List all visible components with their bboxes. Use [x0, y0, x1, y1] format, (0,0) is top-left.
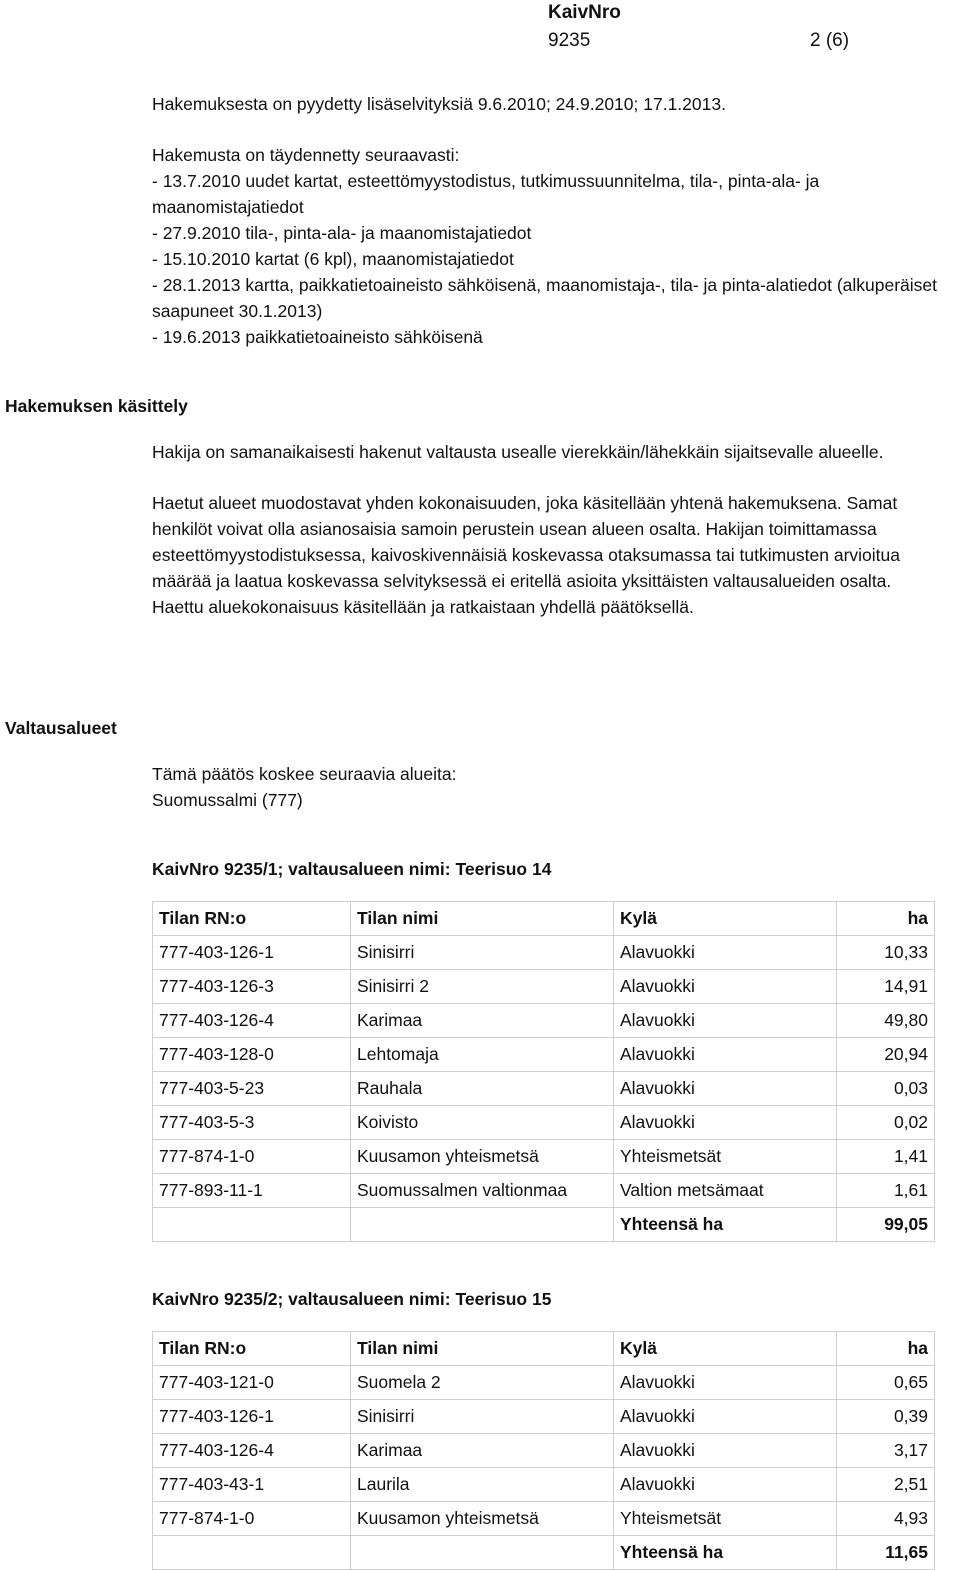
column-header-ha: ha — [837, 902, 935, 936]
total-label: Yhteensä ha — [614, 1208, 837, 1242]
total-label: Yhteensä ha — [614, 1536, 837, 1570]
cell-village: Alavuokki — [614, 1468, 837, 1502]
decision-line: Tämä päätös koskee seuraavia alueita: — [152, 764, 457, 784]
table-header-row — [153, 902, 935, 936]
table-total-row — [153, 1536, 935, 1570]
section-title-handling: Hakemuksen käsittely — [5, 396, 188, 416]
table-row — [153, 1106, 935, 1140]
section-title-areas: Valtausalueet — [5, 718, 117, 738]
cell-name: Karimaa — [351, 1004, 614, 1038]
supplement-item: - 27.9.2010 tila-, pinta-ala- ja maanomistajatiedot — [152, 223, 532, 243]
cell-name: Sinisirri — [351, 1400, 614, 1434]
column-header-name: Tilan nimi — [351, 1332, 614, 1366]
cell-village: Alavuokki — [614, 1004, 837, 1038]
cell-rn: 777-403-126-4 — [153, 1434, 351, 1468]
cell-name: Suomela 2 — [351, 1366, 614, 1400]
municipality: Suomussalmi (777) — [152, 790, 303, 810]
cell-name: Koivisto — [351, 1106, 614, 1140]
handling-paragraph: Hakija on samanaikaisesti hakenut valtausta usealle vierekkäin/lähekkäin sijaitsevalle alueelle. — [152, 442, 884, 462]
cell-ha: 2,51 — [837, 1468, 935, 1502]
table-row — [153, 1434, 935, 1468]
cell-name: Rauhala — [351, 1072, 614, 1106]
column-header-rn: Tilan RN:o — [153, 1332, 351, 1366]
cell-name: Sinisirri — [351, 936, 614, 970]
handling-paragraph: Haetut alueet muodostavat yhden kokonaisuuden, joka käsitellään yhtenä hakemuksena. Samat henkilöt voivat olla asianosaisia samoin perustein usean alueen osalta. Hakijan toimittamassa esteettömyystodistuksessa, kaivoskivennäisiä koskevassa otaksumassa tai tutkimusten arvioitua määrää ja laatua koskevassa selvityksessä ei eritellä asioita yksittäisten valtausalueiden osalta. Haettu aluekokonaisuus käsitellään ja ratkaistaan yhdellä päätöksellä. — [152, 493, 900, 617]
claim-table — [152, 1331, 935, 1570]
cell-village: Yhteismetsät — [614, 1502, 837, 1536]
cell-name: Karimaa — [351, 1434, 614, 1468]
cell-ha: 10,33 — [837, 936, 935, 970]
cell-village: Alavuokki — [614, 1072, 837, 1106]
cell-ha: 1,61 — [837, 1174, 935, 1208]
table-row — [153, 1468, 935, 1502]
intro-section — [152, 91, 942, 350]
claim-heading: KaivNro 9235/1; valtausalueen nimi: Teerisuo 14 — [152, 859, 552, 879]
cell-ha: 0,65 — [837, 1366, 935, 1400]
column-header-name: Tilan nimi — [351, 902, 614, 936]
cell-ha: 20,94 — [837, 1038, 935, 1072]
table-row — [153, 1366, 935, 1400]
cell-rn: 777-403-43-1 — [153, 1468, 351, 1502]
table-row — [153, 1038, 935, 1072]
table-row — [153, 936, 935, 970]
cell-ha: 49,80 — [837, 1004, 935, 1038]
column-header-ha: ha — [837, 1332, 935, 1366]
total-value: 11,65 — [837, 1536, 935, 1570]
cell-name: Laurila — [351, 1468, 614, 1502]
table-row — [153, 1072, 935, 1106]
supplement-item: - 28.1.2013 kartta, paikkatietoaineisto sähköisenä, maanomistaja-, tila- ja pinta-alatiedot (alkuperäiset saapuneet 30.1.2013) — [152, 275, 938, 321]
cell-village: Alavuokki — [614, 1366, 837, 1400]
table-row — [153, 1400, 935, 1434]
table-header-row — [153, 1332, 935, 1366]
cell-name: Lehtomaja — [351, 1038, 614, 1072]
cell-village: Valtion metsämaat — [614, 1174, 837, 1208]
cell-ha: 1,41 — [837, 1140, 935, 1174]
supplement-item: - 13.7.2010 uudet kartat, esteettömyystodistus, tutkimussuunnitelma, tila-, pinta-ala- ja maanomistajatiedot — [152, 171, 820, 217]
column-header-rn: Tilan RN:o — [153, 902, 351, 936]
column-header-village: Kylä — [614, 1332, 837, 1366]
header-brand: KaivNro — [548, 2, 621, 23]
cell-rn: 777-403-5-23 — [153, 1072, 351, 1106]
table-row — [153, 970, 935, 1004]
claim-table — [152, 901, 935, 1242]
cell-village: Alavuokki — [614, 936, 837, 970]
cell-village: Alavuokki — [614, 1106, 837, 1140]
cell-ha: 0,02 — [837, 1106, 935, 1140]
cell-ha: 0,39 — [837, 1400, 935, 1434]
cell-ha: 14,91 — [837, 970, 935, 1004]
cell-village: Alavuokki — [614, 1434, 837, 1468]
cell-rn: 777-403-128-0 — [153, 1038, 351, 1072]
supplement-item: - 19.6.2013 paikkatietoaineisto sähköisenä — [152, 327, 483, 347]
cell-rn: 777-874-1-0 — [153, 1140, 351, 1174]
cell-village: Alavuokki — [614, 1400, 837, 1434]
cell-village: Alavuokki — [614, 1038, 837, 1072]
table-total-row — [153, 1208, 935, 1242]
column-header-village: Kylä — [614, 902, 837, 936]
claim-heading: KaivNro 9235/2; valtausalueen nimi: Teerisuo 15 — [152, 1289, 552, 1309]
cell-name: Sinisirri 2 — [351, 970, 614, 1004]
cell-rn: 777-403-126-4 — [153, 1004, 351, 1038]
cell-village: Alavuokki — [614, 970, 837, 1004]
cell-rn: 777-403-126-3 — [153, 970, 351, 1004]
table-row — [153, 1502, 935, 1536]
cell-rn: 777-403-5-3 — [153, 1106, 351, 1140]
page-indicator: 2 (6) — [810, 30, 850, 51]
cell-name: Suomussalmen valtionmaa — [351, 1174, 614, 1208]
cell-rn: 777-403-126-1 — [153, 936, 351, 970]
cell-ha: 3,17 — [837, 1434, 935, 1468]
cell-village: Yhteismetsät — [614, 1140, 837, 1174]
cell-rn: 777-893-11-1 — [153, 1174, 351, 1208]
cell-rn: 777-403-126-1 — [153, 1400, 351, 1434]
cell-ha: 0,03 — [837, 1072, 935, 1106]
cell-rn: 777-874-1-0 — [153, 1502, 351, 1536]
cell-name: Kuusamon yhteismetsä — [351, 1502, 614, 1536]
handling-section — [152, 439, 942, 620]
empty-cell — [153, 1536, 351, 1570]
empty-cell — [153, 1208, 351, 1242]
cell-ha: 4,93 — [837, 1502, 935, 1536]
cell-rn: 777-403-121-0 — [153, 1366, 351, 1400]
intro-line: Hakemuksesta on pyydetty lisäselvityksiä 9.6.2010; 24.9.2010; 17.1.2013. — [152, 94, 726, 114]
table-row — [153, 1174, 935, 1208]
table-row — [153, 1140, 935, 1174]
empty-cell — [351, 1208, 614, 1242]
areas-intro — [152, 761, 942, 813]
supplement-title: Hakemusta on täydennetty seuraavasti: — [152, 145, 460, 165]
empty-cell — [351, 1536, 614, 1570]
cell-name: Kuusamon yhteismetsä — [351, 1140, 614, 1174]
total-value: 99,05 — [837, 1208, 935, 1242]
supplement-item: - 15.10.2010 kartat (6 kpl), maanomistajatiedot — [152, 249, 514, 269]
document-number: 9235 — [548, 30, 591, 51]
table-row — [153, 1004, 935, 1038]
